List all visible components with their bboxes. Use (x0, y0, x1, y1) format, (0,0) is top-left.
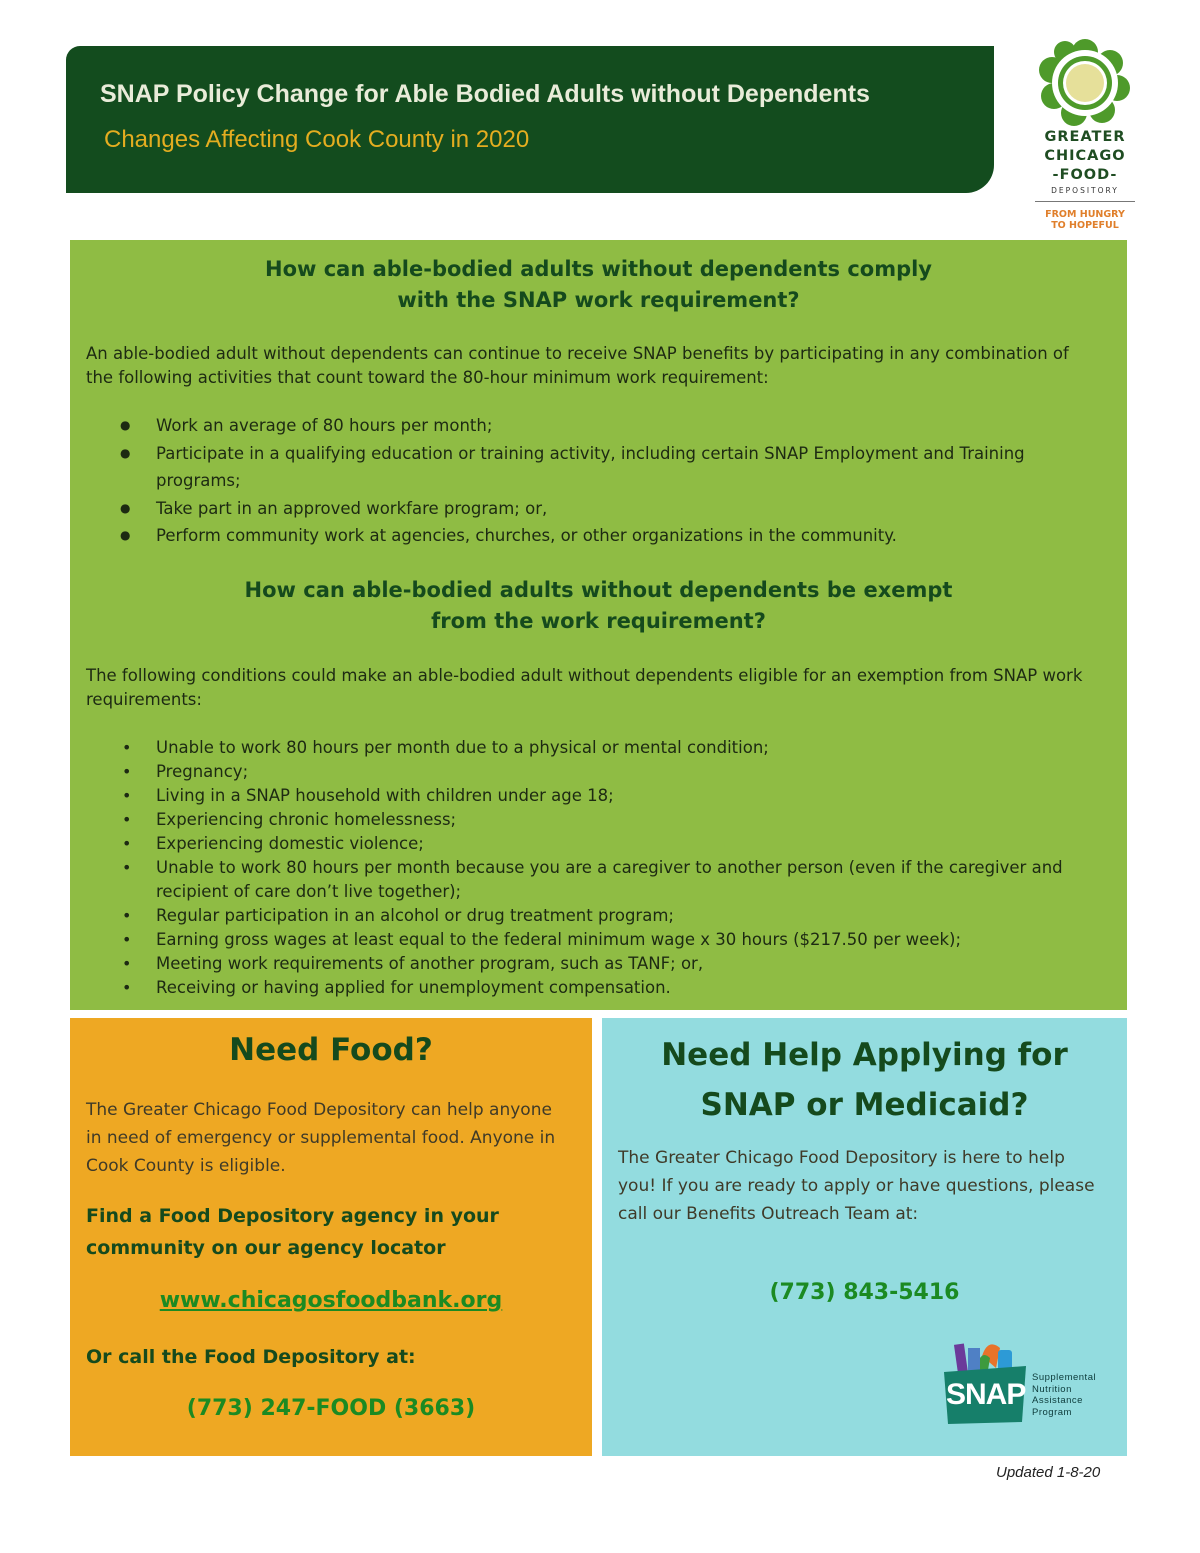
list-item: • Living in a SNAP household with children under age 18; (156, 784, 1096, 808)
snap-wordmark: SNAP (946, 1378, 1026, 1411)
exempt-list (156, 736, 1096, 1000)
logo-tagline-1: FROM HUNGRY (1045, 209, 1125, 220)
exempt-heading (70, 575, 1127, 637)
need-food-text: The Greater Chicago Food Depository can help anyone in need of emergency or supplemental food. Anyone in Cook County is eligible. (86, 1100, 556, 1176)
flower-logo-icon (1039, 38, 1131, 128)
need-help-text: The Greater Chicago Food Depository is here to help you! If you are ready to apply or have questions, please call our Benefits Outreach Team at: (618, 1148, 1095, 1224)
comply-intro: An able-bodied adult without dependents can continue to receive SNAP benefits by participating in any combination of the following activities that count toward the 80-hour minimum work requirement: (86, 344, 1069, 387)
snap-desc-line4: Program (1032, 1406, 1072, 1418)
logo-divider (1035, 201, 1135, 202)
comply-heading (70, 254, 1127, 316)
logo-text-depository: DEPOSITORY (1051, 186, 1119, 195)
agency-locator-text: Find a Food Depository agency in your community on our agency locator (86, 1205, 499, 1259)
snap-logo (942, 1336, 1122, 1436)
list-item: ● Take part in an approved workfare program; or, (156, 495, 1096, 523)
list-item: • Meeting work requirements of another program, such as TANF; or, (156, 952, 1096, 976)
requirements-panel (70, 240, 1127, 1010)
need-food-heading: Need Food? (229, 1032, 433, 1068)
need-help-heading-line1: Need Help Applying for (661, 1037, 1068, 1073)
list-item: • Unable to work 80 hours per month due to a physical or mental condition; (156, 736, 1096, 760)
comply-list (156, 412, 1096, 550)
food-depository-phone: (773) 247-FOOD (3663) (186, 1396, 476, 1421)
exempt-heading-line1: How can able-bodied adults without dependents be exempt (244, 578, 953, 602)
list-item: • Regular participation in an alcohol or drug treatment program; (156, 904, 1096, 928)
list-item: • Experiencing domestic violence; (156, 832, 1096, 856)
snap-description (1032, 1372, 1096, 1418)
list-item: ● Participate in a qualifying education or training activity, including certain SNAP Employment and Training programs; (156, 440, 1096, 495)
list-item: • Earning gross wages at least equal to the federal minimum wage x 30 hours ($217.50 per week); (156, 928, 1096, 952)
need-help-heading-line2: SNAP or Medicaid? (700, 1087, 1029, 1123)
need-help-heading (602, 1030, 1127, 1130)
updated-date: Updated 1-8-20 (996, 1464, 1101, 1481)
logo-text-food: -FOOD- (1052, 167, 1118, 183)
exempt-heading-line2: from the work requirement? (431, 609, 766, 633)
comply-heading-line1: How can able-bodied adults without dependents comply (265, 257, 932, 281)
page-title: SNAP Policy Change for Able Bodied Adults without Dependents (100, 80, 870, 108)
list-item: • Receiving or having applied for unemployment compensation. (156, 976, 1096, 1000)
logo-text-chicago: CHICAGO (1044, 148, 1126, 164)
snap-desc-line1: Supplemental (1032, 1372, 1097, 1383)
benefits-outreach-phone: (773) 843-5416 (769, 1280, 960, 1305)
header-banner (66, 46, 994, 193)
need-food-panel (70, 1018, 592, 1456)
snap-desc-line3: Assistance (1032, 1395, 1083, 1406)
logo-text-greater: GREATER (1044, 129, 1126, 145)
website-link[interactable]: www.chicagosfoodbank.org (159, 1288, 503, 1313)
call-food-depository-text: Or call the Food Depository at: (86, 1346, 416, 1368)
list-item: • Unable to work 80 hours per month because you are a caregiver to another person (even if the caregiver and recipient of care don’t live together); (156, 856, 1096, 904)
list-item: ● Work an average of 80 hours per month; (156, 412, 1096, 440)
comply-heading-line2: with the SNAP work requirement? (397, 288, 800, 312)
need-help-panel (602, 1018, 1127, 1456)
snap-desc-line2: Nutrition (1032, 1383, 1072, 1395)
list-item: • Experiencing chronic homelessness; (156, 808, 1096, 832)
list-item: ● Perform community work at agencies, churches, or other organizations in the community. (156, 522, 1096, 550)
page-subtitle: Changes Affecting Cook County in 2020 (104, 126, 530, 153)
gcfd-logo (1030, 38, 1140, 238)
list-item: • Pregnancy; (156, 760, 1096, 784)
exempt-intro: The following conditions could make an able-bodied adult without dependents eligible for an exemption from SNAP work requirements: (86, 666, 1083, 709)
logo-tagline-2: TO HOPEFUL (1051, 220, 1119, 231)
